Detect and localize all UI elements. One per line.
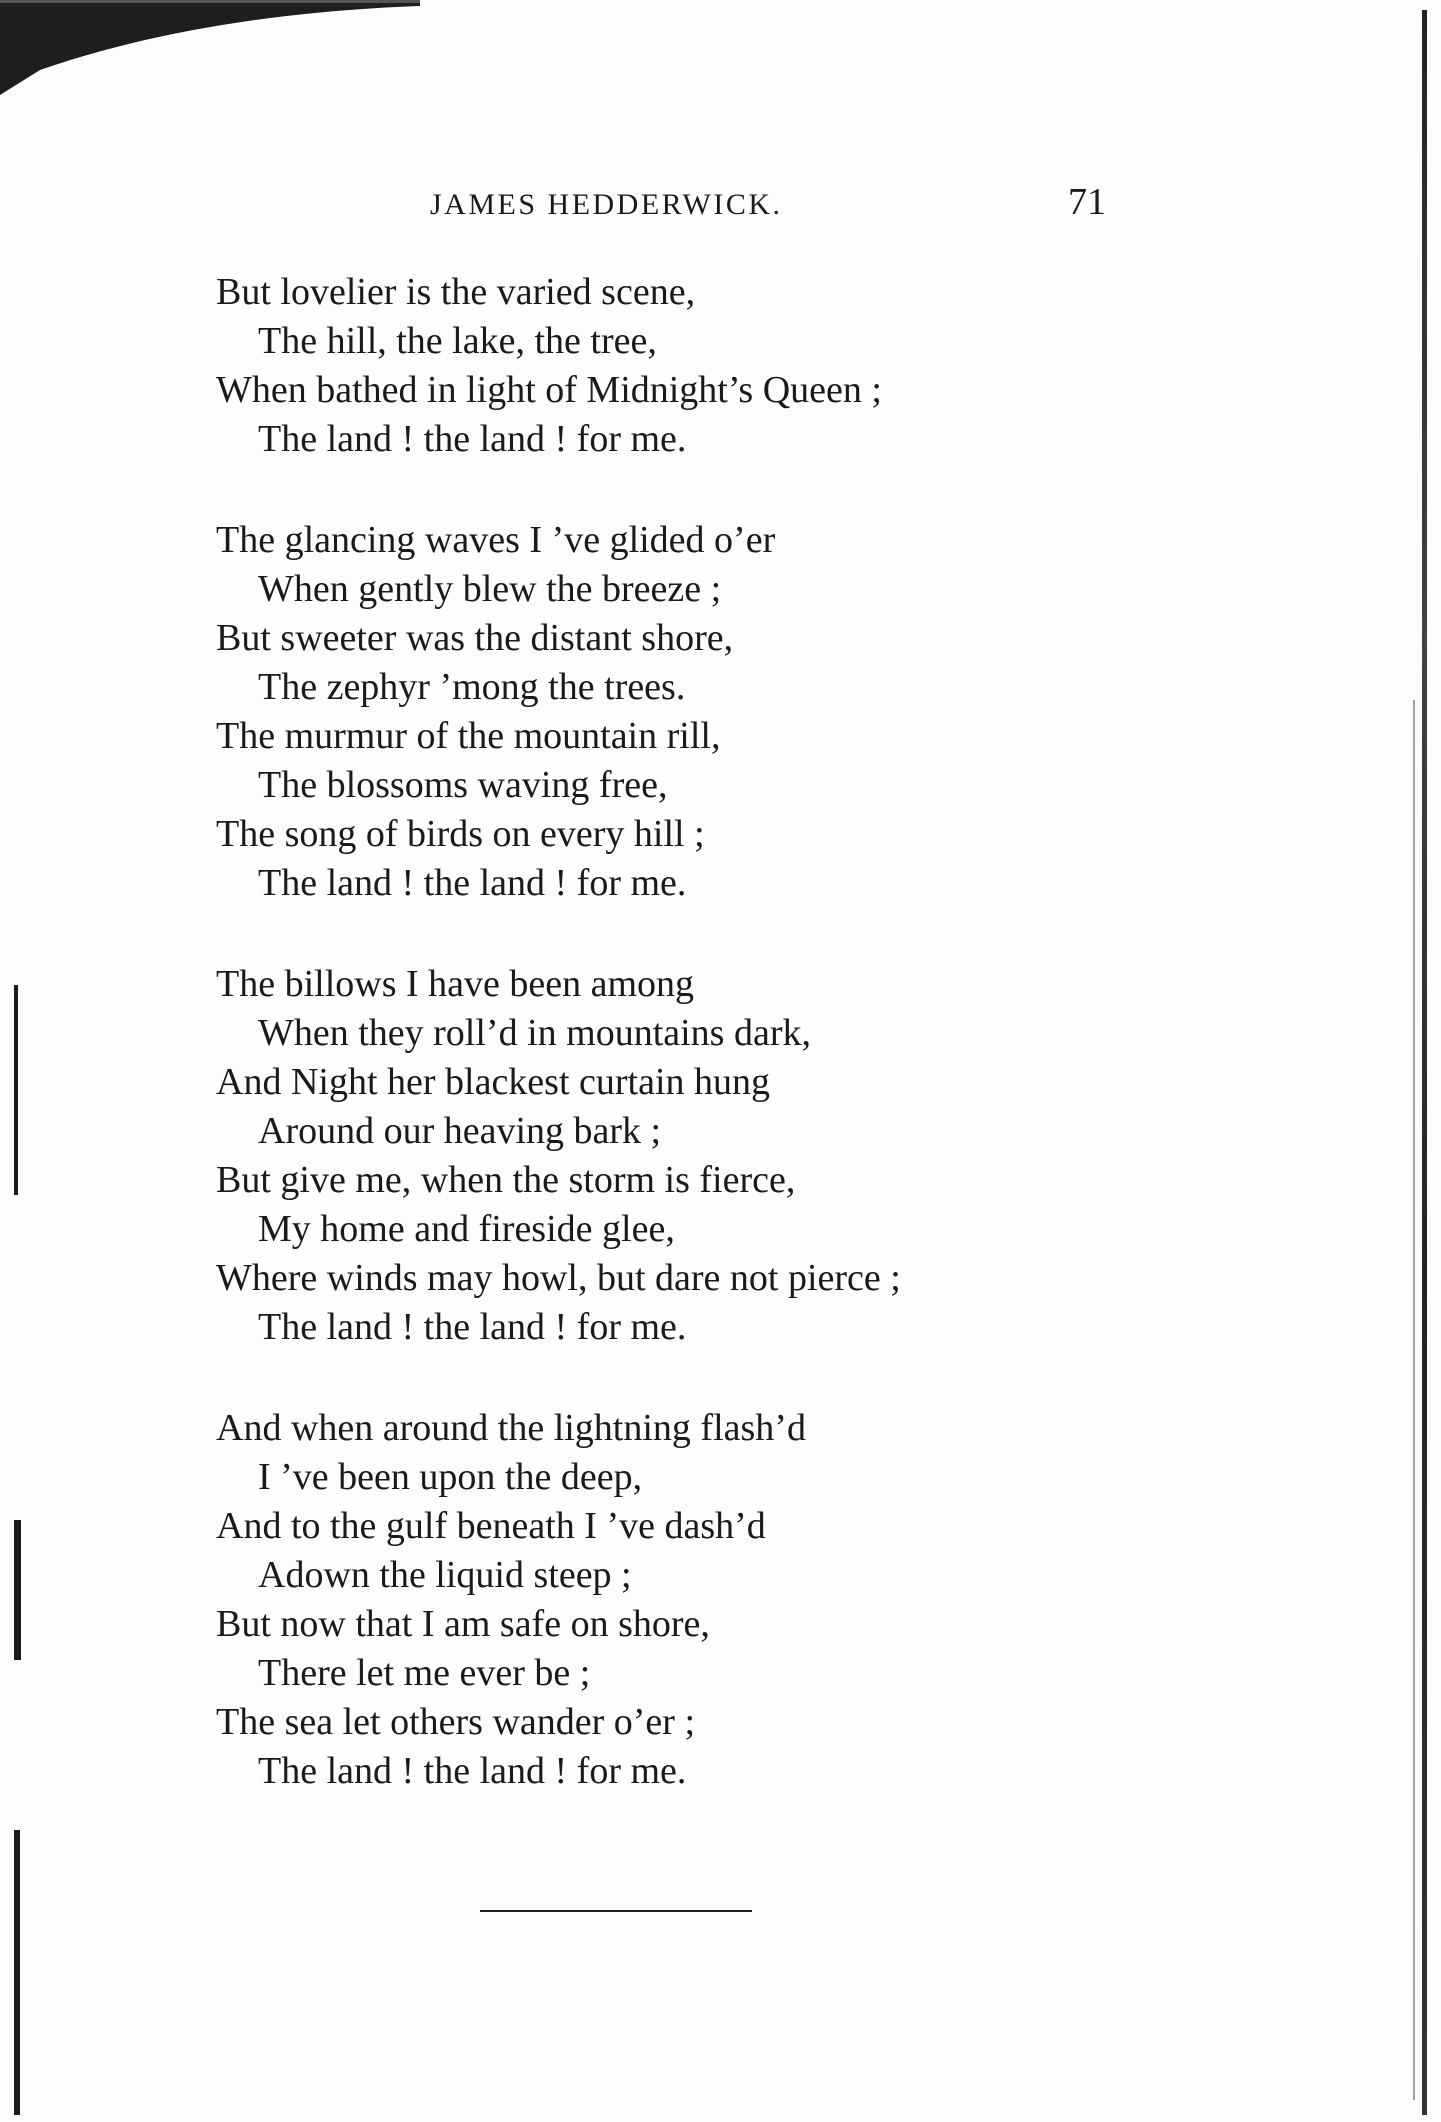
scan-right-edge [1422, 10, 1427, 2115]
poem-line: There let me ever be ; [258, 1652, 591, 1694]
poem-line: When bathed in light of Midnight’s Queen ; [216, 369, 882, 411]
poem-line: But give me, when the storm is fierce, [216, 1159, 796, 1201]
poem-line: And to the gulf beneath I ’ve dash’d [216, 1505, 766, 1547]
poem-line: The sea let others wander o’er ; [216, 1701, 696, 1743]
scan-left-mark [14, 1520, 21, 1660]
poem-line: But lovelier is the varied scene, [216, 271, 696, 313]
stanza [216, 268, 1216, 464]
running-head-title: JAMES HEDDERWICK. [430, 188, 783, 221]
poem-line: But sweeter was the distant shore, [216, 617, 734, 659]
poem-line: When they roll’d in mountains dark, [258, 1012, 811, 1054]
running-head [0, 180, 1441, 240]
poem-line: The glancing waves I ’ve glided o’er [216, 519, 776, 561]
scan-left-mark [14, 1830, 20, 2115]
poem-line: The land ! the land ! for me. [258, 862, 687, 904]
poem-line: The murmur of the mountain rill, [216, 715, 721, 757]
poem-line: And when around the lightning flash’d [216, 1407, 806, 1449]
poem-line: The hill, the lake, the tree, [258, 320, 657, 362]
poem-line: Around our heaving bark ; [258, 1110, 662, 1152]
poem-line: And Night her blackest curtain hung [216, 1061, 771, 1103]
stanza [216, 960, 1216, 1352]
poem-line: Adown the liquid steep ; [258, 1554, 632, 1596]
scan-left-mark [14, 985, 18, 1195]
poem-line: The zephyr ’mong the trees. [258, 666, 686, 708]
stanza [216, 516, 1216, 908]
scan-corner-shadow [0, 0, 430, 100]
end-rule [480, 1910, 752, 1912]
poem-line: But now that I am safe on shore, [216, 1603, 710, 1645]
poem-line: The land ! the land ! for me. [258, 418, 687, 460]
poem-line: The blossoms waving free, [258, 764, 668, 806]
poem-line: Where winds may howl, but dare not pierce ; [216, 1257, 901, 1299]
page-number: 71 [1068, 181, 1106, 223]
poem-line: The song of birds on every hill ; [216, 813, 705, 855]
poem-line: The land ! the land ! for me. [258, 1306, 687, 1348]
scan-right-edge-line [1413, 700, 1415, 2100]
stanza [216, 1404, 1216, 1796]
poem-line: The land ! the land ! for me. [258, 1750, 687, 1792]
poem-line: When gently blew the breeze ; [258, 568, 722, 610]
poem-body [216, 268, 1216, 1848]
poem-line: The billows I have been among [216, 963, 695, 1005]
poem-line: My home and fireside glee, [258, 1208, 675, 1250]
poem-line: I ’ve been upon the deep, [258, 1456, 643, 1498]
